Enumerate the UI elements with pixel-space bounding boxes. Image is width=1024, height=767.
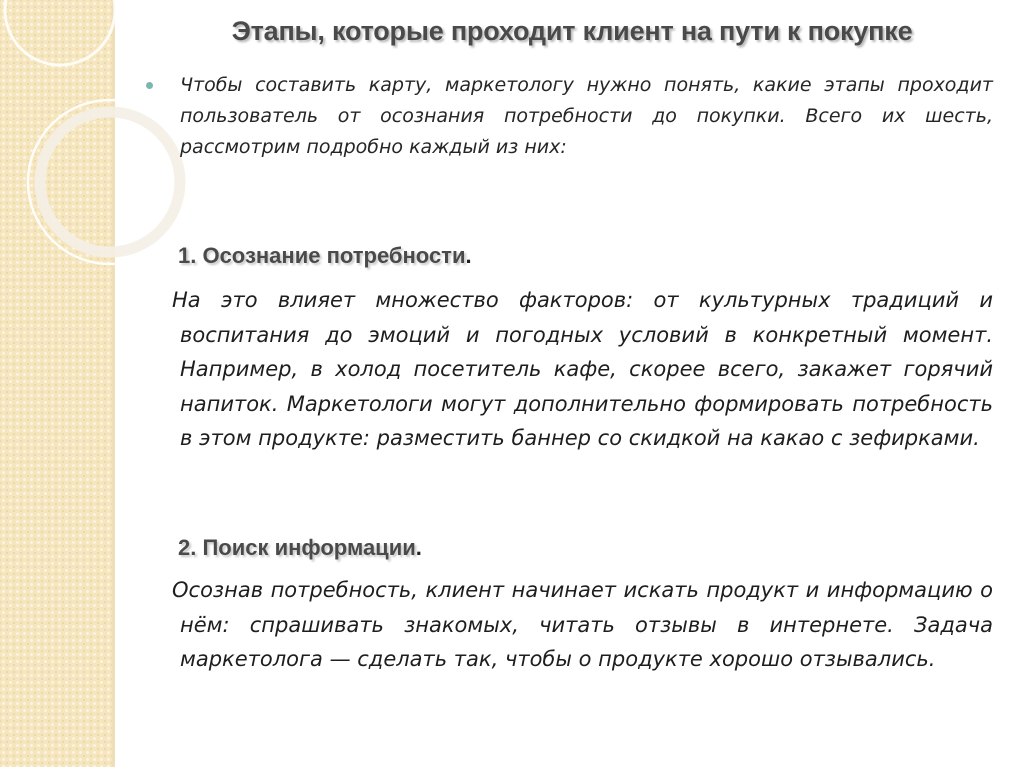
section-heading-need-awareness bbox=[178, 243, 472, 269]
section-heading-text: 1. Осознание потребности bbox=[178, 243, 466, 268]
middle-ring-thick bbox=[40, 112, 180, 252]
section-heading-text: 2. Поиск информации bbox=[178, 535, 416, 560]
section-text-need-awareness: На это влияет множество факторов: от культурных традиций и воспитания до эмоций и погодных условий в конкретный момент. Например, в холод посетитель кафе, скорее всего, закажет горячий напиток. Маркетологи могут дополнительно формировать потребность в этом продукте: разместить баннер со скидкой на какао с зефирками. bbox=[172, 288, 993, 450]
intro-paragraph: Чтобы составить карту, маркетологу нужно понять, какие этапы проходит пользователь от осознания потребности до покупки. Всего их шесть, рассмотрим подробно каждый из них: bbox=[180, 74, 993, 158]
bullet-icon bbox=[146, 82, 153, 89]
section-text-info-search: Осознав потребность, клиент начинает искать продукт и информацию о нём: спрашивать знакомых, читать отзывы в интернете. Задача маркетолога — сделать так, чтобы о продукте хорошо отзывались. bbox=[172, 578, 993, 671]
section-heading-info-search bbox=[178, 535, 422, 561]
heading-period: . bbox=[465, 243, 472, 268]
top-ring bbox=[5, 0, 115, 65]
slide-title: Этапы, которые проходит клиент на пути к покупке bbox=[231, 16, 913, 46]
heading-period: . bbox=[415, 535, 422, 560]
middle-ring-thin bbox=[28, 100, 192, 264]
